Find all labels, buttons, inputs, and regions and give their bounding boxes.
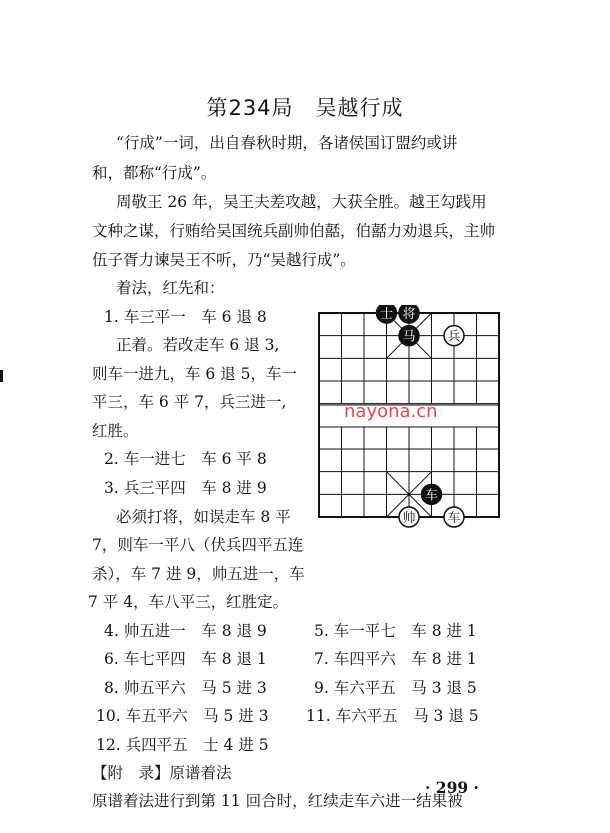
comment-2-line-1: 必须打将，如误走车 8 平 [116, 508, 291, 526]
move-1: 1. 车三平一 车 6 退 8 [104, 308, 267, 326]
move-row [104, 652, 267, 668]
move-3: 3. 兵三平四 车 8 进 9 [104, 479, 267, 497]
comment-1-line-1: 正着。若改走车 6 退 3, [116, 336, 280, 354]
appendix-heading: 【附 录】原谱着法 [92, 764, 232, 782]
comment-1-line-3: 平三，车 6 平 7，兵三进一, [92, 393, 287, 411]
move-black: 车 8 进 1 [411, 650, 477, 668]
black-general [399, 305, 419, 323]
comment-2-line-4: 7 平 4，车八平三，红胜定。 [88, 593, 289, 611]
piece-label: 马 [402, 329, 416, 345]
move-number: 12. [96, 736, 121, 754]
piece-label: 将 [402, 307, 416, 322]
comment-2-line-3: 杀），车 7 进 9，帅五进一，车 [92, 565, 305, 583]
move-red: 兵四平五 [125, 736, 188, 754]
move-row [314, 681, 477, 697]
piece-label: 车 [447, 511, 461, 526]
paragraph-1-line-1: “行成”一词，出自春秋时期，各诸侯国订盟约或讲 [116, 134, 458, 152]
move-black: 马 5 进 3 [203, 707, 269, 725]
moves-intro: 着法，红先和： [116, 279, 225, 297]
move-black: 车 8 退 1 [201, 650, 267, 668]
move-red: 车六平五 [333, 679, 396, 697]
move-row [96, 738, 269, 754]
move-black: 马 5 进 3 [201, 679, 267, 697]
move-black: 车 8 进 1 [411, 622, 477, 640]
move-black: 马 3 退 5 [413, 707, 479, 725]
move-red: 车六平五 [335, 707, 398, 725]
move-black: 马 3 退 5 [411, 679, 477, 697]
move-red: 车一平七 [333, 622, 396, 640]
piece-label: 士 [379, 307, 394, 322]
move-red: 帅五平六 [123, 679, 186, 697]
black-horse [399, 326, 419, 346]
paragraph-2-line-2: 文种之谋，行贿给吴国统兵副帅伯嚭，伯嚭力劝退兵，主帅 [92, 222, 496, 240]
comment-1-line-4: 红胜。 [92, 422, 139, 440]
red-king [399, 507, 419, 527]
move-row [314, 624, 477, 640]
move-2: 2. 车一进七 车 6 平 8 [104, 450, 267, 468]
move-row [306, 709, 479, 725]
page-number: · 299 · [425, 778, 479, 797]
red-soldier [444, 326, 464, 346]
page-title: 第234局 吴越行成 [206, 96, 404, 120]
move-number: 9. [314, 679, 329, 697]
xiangqi-board [314, 305, 504, 530]
move-row [104, 624, 267, 640]
black-chariot [422, 484, 442, 504]
move-black: 车 8 退 9 [201, 622, 267, 640]
move-number: 7. [314, 650, 329, 668]
move-red: 车四平六 [333, 650, 396, 668]
paragraph-2-line-1: 周敬王 26 年，吴王夫差攻越，大获全胜。越王勾践用 [116, 193, 487, 211]
piece-label: 兵 [447, 329, 461, 345]
move-number: 6. [104, 650, 119, 668]
black-advisor [377, 305, 397, 323]
move-number: 4. [104, 622, 119, 640]
appendix-line-1: 原谱着法进行到第 11 回合时，红续走车六进一结果被 [92, 792, 463, 810]
red-chariot [444, 507, 464, 527]
move-number: 8. [104, 679, 119, 697]
comment-1-line-2: 则车一进九，车 6 退 5，车一 [92, 365, 298, 383]
margin-mark [0, 370, 3, 382]
paragraph-2-line-3: 伍子胥力谏吴王不听，乃“吴越行成”。 [92, 251, 356, 269]
move-row [314, 652, 477, 668]
paragraph-1-line-2: 和，都称“行成”。 [92, 164, 217, 182]
piece-label: 车 [424, 488, 439, 504]
move-red: 帅五进一 [123, 622, 186, 640]
move-black: 士 4 进 5 [203, 736, 269, 754]
piece-label: 帅 [402, 511, 416, 526]
move-red: 车七平四 [123, 650, 186, 668]
move-number: 5. [314, 622, 329, 640]
watermark: nayona.cn [344, 401, 438, 422]
move-number: 11. [306, 707, 331, 725]
move-row [96, 709, 269, 725]
move-row [104, 681, 267, 697]
move-red: 车五平六 [125, 707, 188, 725]
move-number: 10. [96, 707, 121, 725]
comment-2-line-2: 7，则车一平八（伏兵四平五连 [92, 536, 304, 554]
